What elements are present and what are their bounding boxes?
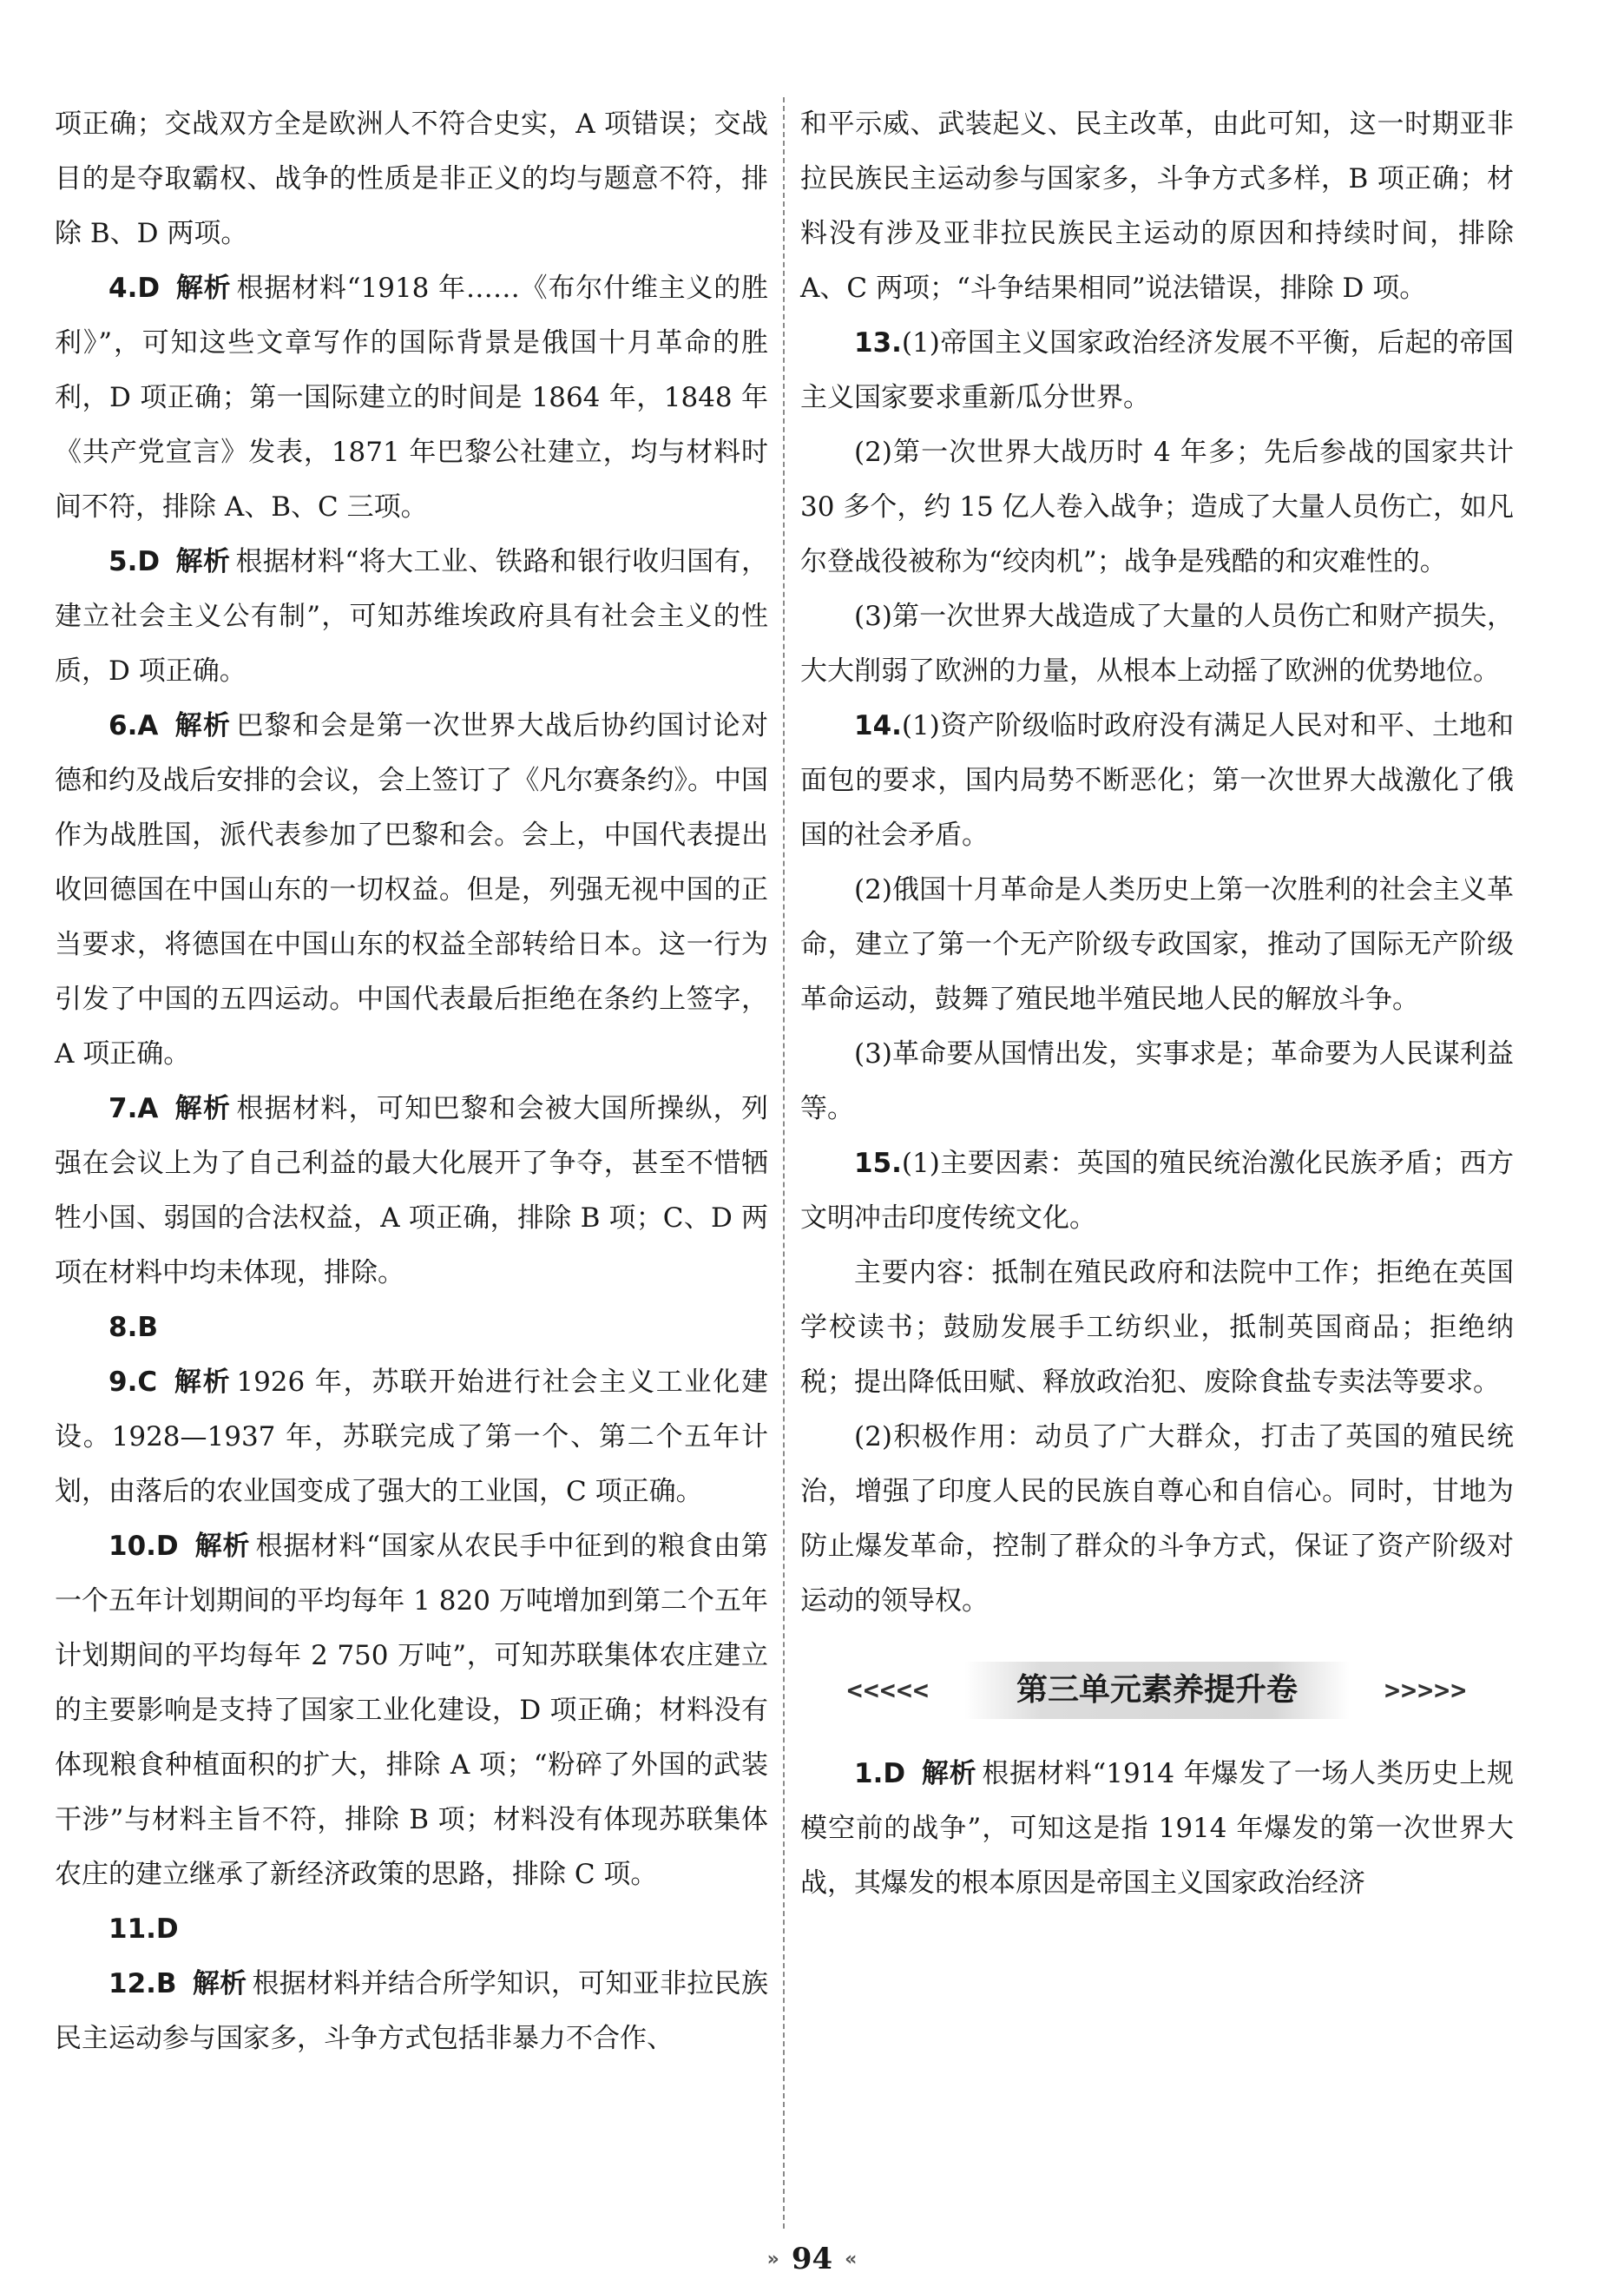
- answer-choice: D: [883, 1758, 906, 1789]
- answer-item-8: [55, 1301, 768, 1355]
- answer-item-15: [800, 1136, 1514, 1246]
- section-banner: [800, 1660, 1514, 1721]
- answer-text: (1)资产阶级临时政府没有满足人民对和平、土地和面包的要求，国内局势不断恶化；第一次世界大战激化了俄国的社会矛盾。: [800, 710, 1514, 851]
- question-number: 9.: [108, 1367, 138, 1398]
- answer-text: 和平示威、武装起义、民主改革，由此可知，这一时期亚非拉民族民主运动参与国家多，斗争方式多样，B 项正确；材料没有涉及亚非拉民族民主运动的原因和持续时间，排除 A、C 两项；“斗争结果相同”说法错误，排除 D 项。: [800, 109, 1514, 304]
- analysis-label: 解析: [174, 1093, 232, 1124]
- answer-item-12: [55, 1957, 768, 2066]
- question-number: 7.: [108, 1093, 138, 1124]
- question-number: 5.: [108, 546, 138, 577]
- answer-text: 根据材料，可知巴黎和会被大国所操纵，列强在会议上为了自己利益的最大化展开了争夺，甚至不惜牺牲小国、弱国的合法权益，A 项正确，排除 B 项；C、D 两项在材料中均未体现，排除。: [55, 1093, 769, 1288]
- answer-paragraph: (3)第一次世界大战造成了大量的人员伤亡和财产损失，大大削弱了欧洲的力量，从根本上动摇了欧洲的优势地位。: [800, 601, 1514, 687]
- question-number: 1.: [854, 1758, 884, 1789]
- answer-paragraph: (2)第一次世界大战历时 4 年多；先后参战的国家共计 30 多个，约 15 亿人卷入战争；造成了大量人员伤亡，如凡尔登战役被称为“绞肉机”；战争是残酷的和灾难性的。: [800, 437, 1514, 577]
- answer-item-11: [55, 1902, 768, 1957]
- answer-choice: D: [137, 273, 161, 304]
- answer-text: (1)帝国主义国家政治经济发展不平衡，后起的帝国主义国家要求重新瓜分世界。: [800, 327, 1514, 413]
- answer-text: 根据材料“将大工业、铁路和银行收归国有，建立社会主义公有制”，可知苏维埃政府具有社会主义的性质，D 项正确。: [55, 546, 768, 687]
- answer-choice: A: [137, 1093, 159, 1124]
- question-number: 10.: [108, 1531, 156, 1562]
- answer-text: 根据材料“国家从农民手中征到的粮食由第一个五年计划期间的平均每年 1 820 万吨增加到第二个五年计划期间的平均每年 2 750 万吨”，可知苏联集体农庄建立的主要影响是支持了国家工业化建设，D 项正确；材料没有体现粮食种植面积的扩大，排除 A 项；“粉碎了外国的武装干涉”与材料主旨不符，排除 B 项；材料没有体现苏联集体农庄的建立继承了新经济政策的思路，排除 C 项。: [55, 1531, 769, 1890]
- left-arrows: <<<<<: [846, 1675, 930, 1706]
- column-divider: [783, 97, 785, 2229]
- question-number: 13.: [854, 327, 902, 359]
- answer-item-9: [55, 1355, 768, 1519]
- answer-item-10: [55, 1519, 768, 1902]
- question-number: 12.: [108, 1968, 156, 1999]
- question-number: 15.: [854, 1148, 902, 1179]
- answer-text: 根据材料并结合所学知识，可知亚非拉民族民主运动参与国家多，斗争方式包括非暴力不合作、: [55, 1968, 769, 2054]
- answer-text: 根据材料“1914 年爆发了一场人类历史上规模空前的战争”，可知这是指 1914 年爆发的第一次世界大战，其爆发的根本原因是帝国主义国家政治经济: [800, 1758, 1515, 1899]
- answer-paragraph: 主要内容：抵制在殖民政府和法院中工作；拒绝在英国学校读书；鼓励发展手工纺织业，抵制英国商品；拒绝纳税；提出降低田赋、释放政治犯、废除食盐专卖法等要求。: [800, 1257, 1514, 1398]
- analysis-label: 解析: [175, 273, 232, 304]
- question-number: 6.: [108, 710, 138, 741]
- question-number: 14.: [854, 710, 902, 741]
- answer-item-7: [55, 1082, 768, 1301]
- left-column: [55, 97, 768, 2066]
- answer-choice: D: [137, 546, 161, 577]
- analysis-label: 解析: [192, 1968, 247, 1999]
- page-number: 94: [791, 2242, 833, 2276]
- answer-item-5: [55, 535, 768, 699]
- answer-choice: B: [155, 1968, 177, 1999]
- answer-choice: B: [137, 1312, 158, 1343]
- chevron-right-icon: »: [766, 2248, 779, 2270]
- right-column: [800, 97, 1514, 1911]
- analysis-label: 解析: [175, 546, 231, 577]
- analysis-label: 解析: [194, 1531, 251, 1562]
- answer-choice: D: [155, 1913, 179, 1945]
- answer-paragraph: (2)俄国十月革命是人类历史上第一次胜利的社会主义革命，建立了第一个无产阶级专政国家，推动了国际无产阶级革命运动，鼓舞了殖民地半殖民地人民的解放斗争。: [800, 874, 1514, 1015]
- answer-text: 项正确；交战双方全是欧洲人不符合史实，A 项错误；交战目的是夺取霸权、战争的性质是非正义的均与题意不符，排除 B、D 两项。: [55, 109, 768, 249]
- page-footer: [0, 2242, 1624, 2276]
- answer-item-1: [800, 1747, 1514, 1911]
- answer-text: (1)主要因素：英国的殖民统治激化民族矛盾；西方文明冲击印度传统文化。: [800, 1148, 1514, 1234]
- answer-choice: A: [137, 710, 159, 741]
- right-arrows: >>>>>: [1384, 1675, 1468, 1706]
- section-title: 第三单元素养提升卷: [964, 1662, 1350, 1719]
- question-number: 8.: [108, 1312, 138, 1343]
- answer-item-14: [800, 699, 1514, 863]
- answer-choice: D: [155, 1531, 179, 1562]
- answer-item-4: [55, 261, 768, 535]
- analysis-label: 解析: [174, 710, 232, 741]
- analysis-label: 解析: [173, 1367, 232, 1398]
- answer-item-13: [800, 316, 1514, 425]
- question-number: 4.: [108, 273, 138, 304]
- answer-paragraph: (3)革命要从国情出发，实事求是；革命要为人民谋利益等。: [800, 1038, 1514, 1124]
- chevron-left-icon: «: [845, 2248, 858, 2270]
- answer-item-6: [55, 699, 768, 1082]
- answer-choice: C: [137, 1367, 158, 1398]
- question-number: 11.: [108, 1913, 156, 1945]
- answer-paragraph: (2)积极作用：动员了广大群众，打击了英国的殖民统治，增强了印度人民的民族自尊心和自信心。同时，甘地为防止爆发革命，控制了群众的斗争方式，保证了资产阶级对运动的领导权。: [800, 1421, 1514, 1617]
- analysis-label: 解析: [921, 1758, 977, 1789]
- answer-text: 1926 年，苏联开始进行社会主义工业化建设。1928—1937 年，苏联完成了第一个、第二个五年计划，由落后的农业国变成了强大的工业国，C 项正确。: [55, 1367, 768, 1507]
- answer-text: 巴黎和会是第一次世界大战后协约国讨论对德和约及战后安排的会议，会上签订了《凡尔赛条约》。中国作为战胜国，派代表参加了巴黎和会。会上，中国代表提出收回德国在中国山东的一切权益。但是，列强无视中国的正当要求，将德国在中国山东的权益全部转给日本。这一行为引发了中国的五四运动。中国代表最后拒绝在条约上签字，A 项正确。: [55, 710, 769, 1070]
- answer-text: 根据材料“1918 年……《布尔什维主义的胜利》”，可知这些文章写作的国际背景是俄国十月革命的胜利，D 项正确；第一国际建立的时间是 1864 年，1848 年《共产党宣言》发表，1871 年巴黎公社建立，均与材料时间不符，排除 A、B、C 三项。: [55, 273, 769, 523]
